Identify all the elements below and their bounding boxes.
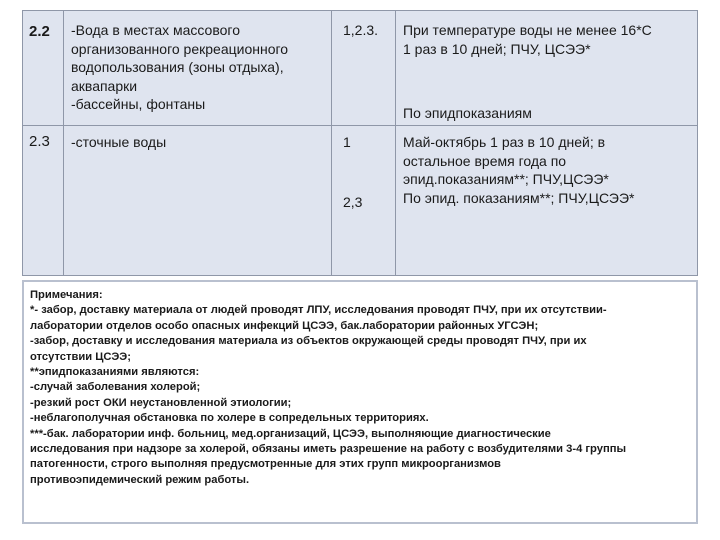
notes-line: -случай заболевания холерой; [30, 381, 201, 394]
notes-line: лаборатории отделов особо опасных инфекций ЦСЭЭ, бак.лаборатории районных УГСЭН; [30, 319, 539, 332]
frequency-line: эпид.показаниям**; ПЧУ,ЦСЭЭ* [403, 171, 609, 187]
object-line: -Вода в местах массового [71, 22, 240, 38]
row-object: -сточные воды [71, 134, 167, 150]
row-frequency [403, 21, 652, 58]
row-frequency [403, 133, 635, 207]
monitoring-table [22, 10, 698, 276]
row-divider [23, 125, 697, 126]
notes-line: патогенности, строго выполняя предусмотренные для этих групп микроорганизмов [30, 458, 501, 471]
object-line: организованного рекреационного [71, 40, 289, 57]
notes-text [30, 288, 626, 488]
notes-heading: Примечания: [30, 289, 103, 301]
row-number: 2.2 [29, 23, 50, 40]
notes-line: исследования при надзоре за холерой, обязаны иметь разрешение на работу с возбудителями 3-4 группы [30, 442, 627, 455]
row-code: 1,2.3. [343, 22, 379, 38]
frequency-line: При температуре воды не менее 16*С [403, 22, 652, 38]
notes-line: отсутствии ЦСЭЭ; [30, 350, 131, 363]
notes-line: *- забор, доставку материала от людей проводят ЛПУ, исследования проводят ПЧУ, при их отсутствии- [30, 304, 607, 317]
notes-line: **эпидпоказаниями являются: [30, 365, 200, 378]
notes-line: -резкий рост ОКИ неустановленной этиологии; [30, 396, 292, 409]
row-object [71, 21, 288, 114]
notes-line: противоэпидемический режим работы. [30, 473, 250, 486]
object-line: водопользования (зоны отдыха), [71, 59, 284, 75]
frequency-line: 1 раз в 10 дней; ПЧУ, ЦСЭЭ* [403, 40, 591, 57]
row-code: 1 [343, 134, 351, 150]
row-number: 2.3 [29, 133, 50, 150]
object-line: аквапарки [71, 77, 138, 94]
object-line: -бассейны, фонтаны [71, 96, 206, 112]
frequency-line: Май-октябрь 1 раз в 10 дней; в [403, 134, 606, 150]
frequency-line: По эпид. показаниям**; ПЧУ,ЦСЭЭ* [403, 189, 635, 206]
notes-box [22, 280, 698, 524]
row-code: 2,3 [343, 194, 363, 210]
column-divider [63, 11, 64, 275]
row-frequency-epid: По эпидпоказаниям [403, 105, 532, 121]
column-divider [331, 11, 332, 275]
column-divider [395, 11, 396, 275]
frequency-line: остальное время года по [403, 152, 567, 169]
notes-line: -забор, доставку и исследования материала из объектов окружающей среды проводят ПЧУ, при их [30, 335, 587, 348]
notes-line: -неблагополучная обстановка по холере в сопредельных территориях. [30, 412, 429, 425]
notes-line: ***-бак. лаборатории инф. больниц, мед.организаций, ЦСЭЭ, выполняющие диагностические [30, 427, 551, 440]
